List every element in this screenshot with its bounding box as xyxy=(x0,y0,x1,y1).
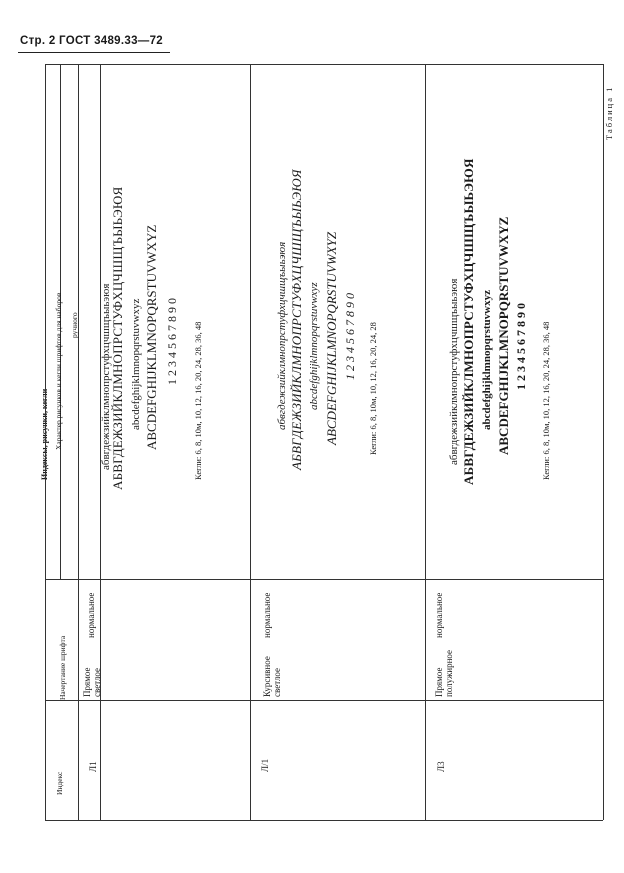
row-2-style-1: Курсивное xyxy=(262,656,272,697)
table-label: Таблица 1 xyxy=(604,85,614,140)
table-line-4 xyxy=(425,64,426,820)
row-2-lower-cyr: абвгдежзийклмнопрстуфхцчшщъыьэюя xyxy=(276,241,288,430)
table-top-line xyxy=(45,64,603,65)
row-3-style-3: нормальное xyxy=(434,592,444,638)
table-title: Индексы, рисунки, кегли xyxy=(40,388,49,480)
row-2-upper-lat: ABCDEFGHIJKLMNOPQRSTUVWXYZ xyxy=(324,231,339,445)
row-3-upper-lat: ABCDEFGHIJKLMNOPQRSTUVWXYZ xyxy=(496,216,511,455)
row-3-style-2: полужирное xyxy=(444,649,454,697)
table-bottom-line xyxy=(45,820,603,821)
row-1-style-1: Прямое xyxy=(82,667,92,697)
row-3-index: Л3 xyxy=(436,761,446,772)
row-1-kegli: Кегли: 6, 8, 10м, 10, 12, 16, 20, 24, 28, 36, 48 xyxy=(193,321,203,480)
row-2-style-2: светлое xyxy=(272,668,282,697)
header-rule xyxy=(18,52,170,53)
row-1-upper-cyr: АБВГДЕЖЗИЙКЛМНОПРСТУФХЦЧШЩЪЫЬЭЮЯ xyxy=(110,186,125,490)
column-divider-chars xyxy=(45,579,603,580)
row-1-lower-lat: abcdefghijklmnopqrstuvwxyz xyxy=(130,298,142,430)
column-divider-style xyxy=(45,700,603,701)
row-2-digits: 1234567890 xyxy=(343,290,357,380)
table-line-3 xyxy=(250,64,251,820)
table-border-right xyxy=(603,64,604,820)
row-3-upper-cyr: АБВГДЕЖЗИЙКЛМНОПРСТУФХЦЧШЩЪЫЬЭЮЯ xyxy=(461,158,476,485)
header-manual: ручного xyxy=(70,312,79,338)
row-1-index: Л1 xyxy=(88,761,98,772)
row-3-kegli: Кегли: 6, 8, 10м, 10, 12, 16, 20, 24, 28, 36, 48 xyxy=(541,321,551,480)
row-2-index: Л/1 xyxy=(260,758,270,772)
row-2-style-3: нормальное xyxy=(262,592,272,638)
row-1-upper-lat: ABCDEFGHIJKLMNOPQRSTUVWXYZ xyxy=(144,224,159,450)
row-2-kegli: Кегли: 6, 8, 10м, 10, 12, 16, 20, 24, 28 xyxy=(368,322,378,455)
header-char: Характер рисунков и кегли шрифтов для наборов xyxy=(54,292,63,450)
header-style: Начертание шрифта xyxy=(58,635,67,700)
page-header: Стр. 2 ГОСТ 3489.33—72 xyxy=(20,35,163,47)
row-2-upper-cyr: АБВГДЕЖЗИЙКЛМНОПРСТУФХЦЧШЩЪЫЬЭЮЯ xyxy=(289,169,304,470)
header-index: Индекс xyxy=(55,771,64,795)
table-border-left xyxy=(45,64,46,820)
row-3-lower-cyr: абвгдежзийклмнопрстуфхцчшщъыьэюя xyxy=(448,278,460,465)
row-3-lower-lat: abcdefghijklmnopqrstuvwxyz xyxy=(481,290,493,430)
row-3-style-1: Прямое xyxy=(434,667,444,697)
row-1-style-3: нормальное xyxy=(86,592,96,638)
row-1-digits: 1234567890 xyxy=(165,295,179,385)
row-1-style-2: светлое xyxy=(92,668,102,697)
row-3-digits: 1234567890 xyxy=(514,300,528,390)
table-line-1 xyxy=(78,64,79,820)
row-2-lower-lat: abcdefghijklmnopqrstuvwxyz xyxy=(308,282,320,410)
row-1-lower-cyr: абвгдежзийклмнопрстуфхцчшщъыьэюя xyxy=(100,283,112,470)
